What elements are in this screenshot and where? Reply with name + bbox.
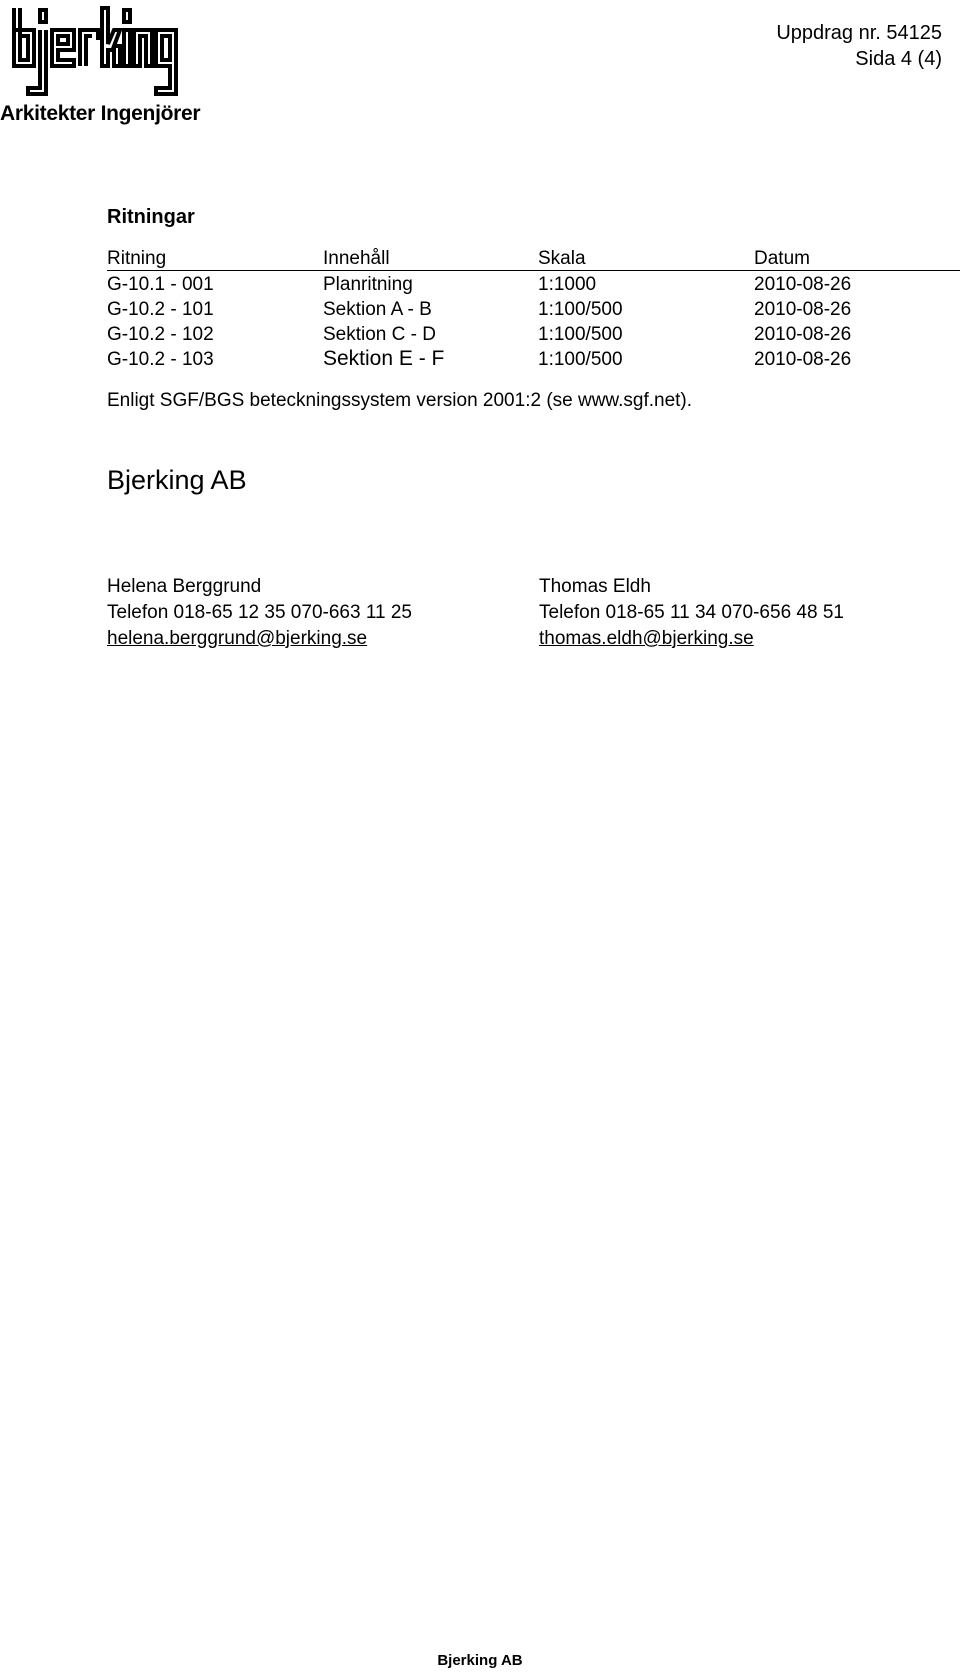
table-row — [107, 321, 960, 346]
drawing-scale: 1:100/500 — [538, 299, 623, 320]
column-header: Innehåll — [323, 248, 390, 269]
drawings-heading: Ritningar — [107, 206, 195, 228]
table-header-row — [107, 245, 960, 271]
drawing-number: G-10.2 - 102 — [107, 324, 214, 345]
assignment-number: Uppdrag nr. 54125 — [776, 22, 942, 44]
table-row — [107, 296, 960, 321]
contact-email-link[interactable]: thomas.eldh@bjerking.se — [539, 628, 754, 649]
drawing-content: Planritning — [323, 274, 413, 295]
drawing-scale: 1:100/500 — [538, 324, 623, 345]
column-header: Skala — [538, 248, 586, 269]
drawing-date: 2010-08-26 — [754, 274, 852, 295]
contact-phone: Telefon 018-65 11 34 070-656 48 51 — [539, 602, 844, 623]
drawing-date: 2010-08-26 — [754, 324, 852, 345]
table-row — [107, 346, 960, 371]
drawing-number: G-10.1 - 001 — [107, 274, 214, 295]
contact-phone: Telefon 018-65 12 35 070-663 11 25 — [107, 602, 412, 623]
drawings-note: Enligt SGF/BGS beteckningssystem version 2001:2 (se www.sgf.net). — [107, 390, 693, 411]
drawing-scale: 1:100/500 — [538, 349, 623, 370]
page-number: Sida 4 (4) — [855, 48, 942, 70]
drawing-date: 2010-08-26 — [754, 349, 852, 370]
column-header: Datum — [754, 248, 810, 269]
contact-card — [539, 574, 844, 652]
page-header-info — [776, 20, 942, 72]
drawing-content: Sektion E - F — [323, 347, 445, 370]
page-footer: Bjerking AB — [437, 1652, 523, 1669]
drawing-content: Sektion C - D — [323, 324, 436, 345]
contact-name: Thomas Eldh — [539, 576, 651, 597]
drawing-content: Sektion A - B — [323, 299, 432, 320]
contact-email-link[interactable]: helena.berggrund@bjerking.se — [107, 628, 368, 649]
logo-subtitle: Arkitekter Ingenjörer — [0, 102, 201, 125]
column-header: Ritning — [107, 248, 167, 269]
drawing-scale: 1:1000 — [538, 274, 597, 295]
table-row — [107, 271, 960, 296]
drawing-number: G-10.2 - 101 — [107, 299, 214, 320]
drawings-table — [107, 245, 960, 371]
drawing-date: 2010-08-26 — [754, 299, 852, 320]
contact-card — [107, 574, 539, 652]
company-name: Bjerking AB — [107, 465, 247, 495]
drawing-number: G-10.2 - 103 — [107, 349, 214, 370]
contacts — [107, 574, 844, 652]
bjerking-logo-mark — [0, 4, 180, 100]
company-logo — [0, 4, 201, 125]
contact-name: Helena Berggrund — [107, 576, 262, 597]
